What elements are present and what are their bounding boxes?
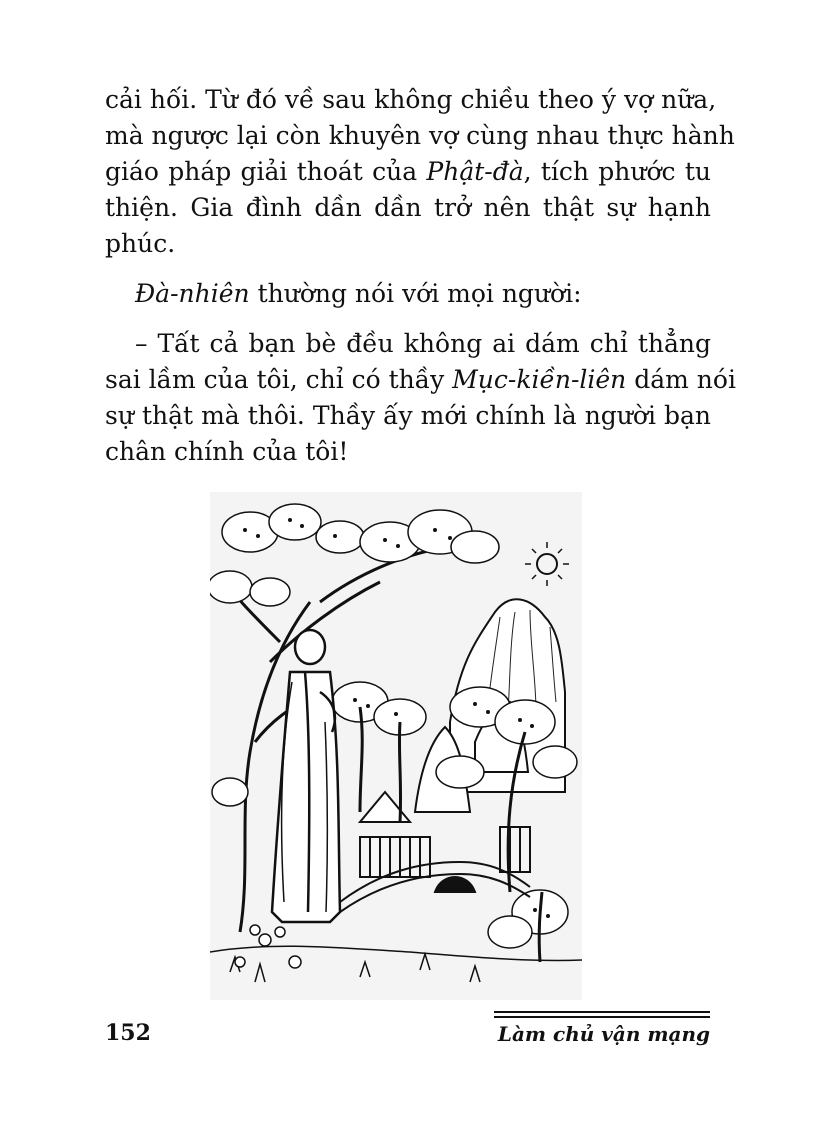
text-line: Đà-nhiên thường nói với mọi người: [135,279,582,308]
text-line: sự thật mà thôi. Thầy ấy mới chính là người bạn [105,401,711,430]
text-line: thiện. Gia đình dần dần trở nên thật sự hạnh [105,193,711,222]
body-text [105,82,736,484]
footer-rule [494,1011,710,1013]
paragraph-2 [105,276,711,312]
text-line: phúc. [105,229,176,258]
italic-term: Phật-đà [426,157,524,186]
text-line: chân chính của tôi! [105,437,349,466]
paragraph-1 [105,82,735,262]
illustration-drawing [210,492,582,1000]
italic-name: Đà-nhiên [135,279,250,308]
running-title: Làm chủ vận mạng [497,1022,710,1046]
paragraph-3 [105,326,736,470]
text-line: mà ngược lại còn khuyên vợ cùng nhau thực hành [105,121,735,150]
italic-name: Mục-kiền-liên [452,365,627,394]
text-line: sai lầm của tôi, chỉ có thầy Mục-kiền-liên dám nói [105,365,736,394]
monk-landscape-illustration [210,492,582,1000]
footer-rule [494,1016,710,1018]
text-line: cải hối. Từ đó về sau không chiều theo ý vợ nữa, [105,85,717,114]
page-number: 152 [105,1020,151,1046]
text-line: – Tất cả bạn bè đều không ai dám chỉ thẳng [135,329,711,358]
text-line: giáo pháp giải thoát của Phật-đà, tích phước tu [105,157,711,186]
